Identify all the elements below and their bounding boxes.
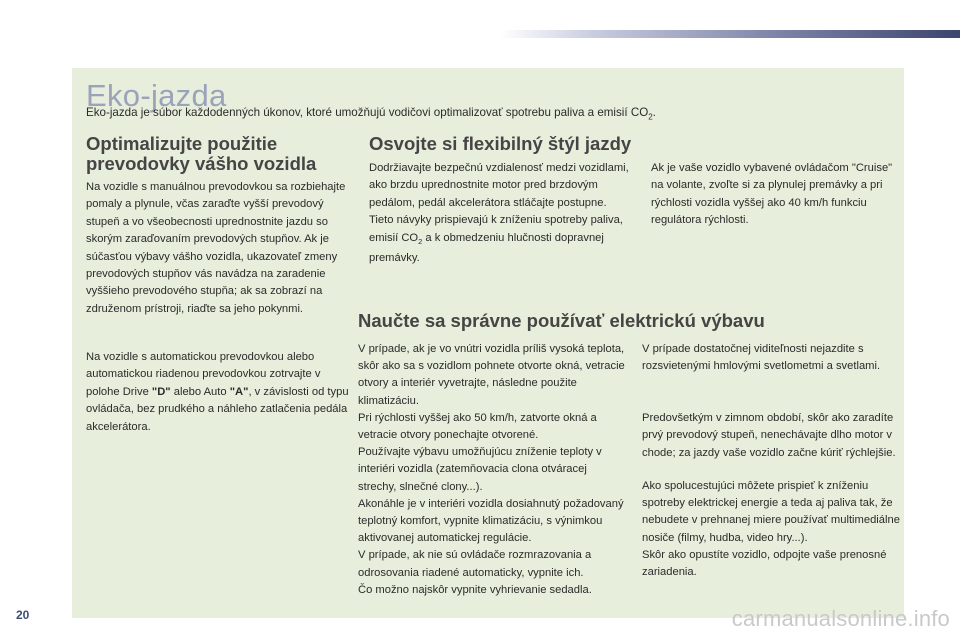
electrical-left-paragraph: V prípade, ak je vo vnútri vozidla príliš vysoká teplota, skôr ako sa s vozidlom pohnete otvorte okná, vetracie otvory a interiér vyvetrajte, následne použite klimatizáciu. Pri rýchlosti vyššej ako 50 km/h, zatvorte okná a vetracie otvory ponechajte otvorené. Používajte výbavu umožňujúcu zníženie teploty v interiéri vozidla (zatemňovacia clona otváracej strechy, slnečné clony...). Akonáhle je v interiéri vozidla dosiahnutý požadovaný teplotný komfort, vypnite klimatizáciu, s výnimkou aktivovanej automatickej regulácie. V prípade, ak nie sú ovládače rozmrazovania a odrosovania riadené automaticky, vypnite ich. Čo možno najskôr vypnite vyhrievanie sedadla. [358,343,625,596]
auto-text-a: Na vozidle s automatickou prevodovkou alebo automatickou riadenou prevodovkou zotrvajte v polohe Drive [86,351,321,398]
driving-style-paragraph [369,160,633,268]
auto-text-c: , v závislosti od typu ovládača, bez prudkého a náhleho zatlačenia pedála akcelerátora. [86,385,349,433]
watermark: carmanualsonline.info [731,606,950,631]
page-number: 20 [16,608,30,622]
auto-keyword: "A" [229,385,249,398]
passenger-paragraph: Ako spolucestujúci môžete prispieť k zníženiu spotreby elektrickej energie a teda aj paliva tak, že nebudete v prehnanej miere používať multimediálne nosiče (filmy, hudba, video hry...). Skôr ako opustíte vozidlo, odpojte vaše prenosné zariadenia. [642,480,900,579]
intro-main: Eko-jazda je súbor každodenných úkonov, ktoré umožňujú vodičovi optimalizovať spotrebu paliva a emisií CO [86,106,649,119]
gearbox-manual-paragraph: Na vozidle s manuálnou prevodovkou sa rozbiehajte pomaly a plynule, včas zaraďte vyšší prevodový stupeň a vo všeobecnosti uprednostnite jazdu so skorým zaraďovaním prevodových stupňov. Ak je súčasťou výbavy vášho vozidla, ukazovateľ zmeny prevodových stupňov vás navádza na zaradenie vyššieho prevodového stupňa; ak sa zobrazí na združenom prístroji, riaďte sa jeho pokynmi. [86,181,346,315]
driving-text-a: Dodržiavajte bezpečnú vzdialenosť medzi vozidlami, ako brzdu uprednostnite motor pred brzdovým pedálom, pedál akcelerátora stláčajte postupne. Tieto návyky prispievajú k zníženiu spotreby paliva, emisií CO [369,162,629,244]
driving-text-b: a k obmedzeniu hlučnosti dopravnej premávky. [369,231,604,265]
header-gradient-bar [500,30,960,38]
intro-end: . [652,106,656,119]
page-title: Eko-jazda [86,78,227,113]
section-heading-driving-style: Osvojte si flexibilný štýl jazdy [369,133,632,154]
driving-subscript: 2 [418,236,423,246]
auto-text-b: alebo Auto [170,385,230,398]
winter-paragraph: Predovšetkým v zimnom období, skôr ako zaradíte prvý prevodový stupeň, nenechávajte dlho motor v chode; za jazdy vaše vozidlo začne kúriť rýchlejšie. [642,412,896,459]
gearbox-automatic-paragraph [86,349,350,436]
section-heading-gearbox: Optimalizujte použitie prevodovky vášho vozidla [86,133,317,174]
cruise-paragraph: Ak je vaše vozidlo vybavené ovládačom "Cruise" na volante, zvoľte si za plynulej premávky a pri rýchlosti vozidla vyššej ako 40 km/h funkciu regulátora rýchlosti. [651,162,893,227]
intro-text [86,106,656,121]
intro-subscript: 2 [648,112,653,122]
fog-lights-paragraph: V prípade dostatočnej viditeľnosti nejazdite s rozsvietenými hmlovými svetlometmi a svetlami. [642,343,881,373]
drive-keyword: "D" [151,385,171,398]
section-heading-electrical: Naučte sa správne používať elektrickú výbavu [358,310,765,331]
